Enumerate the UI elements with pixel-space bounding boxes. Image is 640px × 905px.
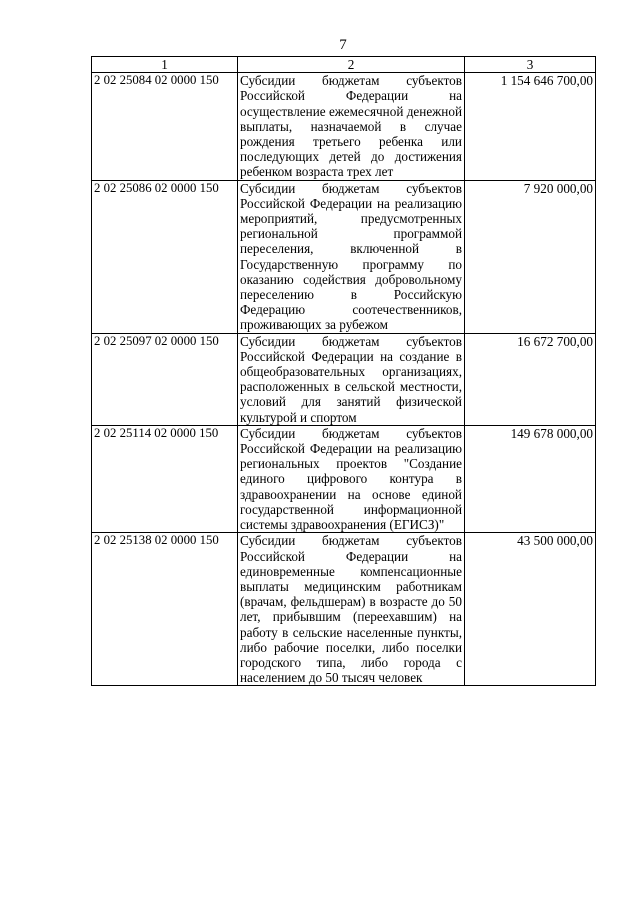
budget-code-cell: 2 02 25086 02 0000 150	[92, 180, 238, 333]
table-row	[92, 425, 596, 532]
column-header-3: 3	[465, 57, 596, 73]
page-number: 7	[339, 37, 347, 53]
table-row	[92, 333, 596, 425]
column-header-1: 1	[92, 57, 238, 73]
budget-code-cell: 2 02 25114 02 0000 150	[92, 425, 238, 532]
header-row	[92, 57, 596, 73]
budget-table	[91, 56, 596, 686]
budget-code-cell: 2 02 25097 02 0000 150	[92, 333, 238, 425]
amount-cell: 16 672 700,00	[465, 333, 596, 425]
column-header-2: 2	[238, 57, 465, 73]
amount-cell: 43 500 000,00	[465, 533, 596, 686]
table-row	[92, 180, 596, 333]
description-cell: Субсидии бюджетам субъектов Российской Федерации на единовременные компенсационные выплаты медицинским работникам (врачам, фельдшерам) в возрасте до 50 лет, прибывшим (переехавшим) на работу в сельские населенные пункты, либо рабочие поселки, либо поселки городского типа, либо города с населением до 50 тысяч человек	[238, 533, 465, 686]
amount-cell: 1 154 646 700,00	[465, 73, 596, 180]
table-row	[92, 73, 596, 180]
description-cell: Субсидии бюджетам субъектов Российской Федерации на осуществление ежемесячной денежной выплаты, назначаемой в случае рождения третьего ребенка или последующих детей до достижения ребенком возраста трех лет	[238, 73, 465, 180]
description-cell: Субсидии бюджетам субъектов Российской Федерации на реализацию мероприятий, предусмотренных региональной программой переселения, включенной в Государственную программу по оказанию содействия добровольному переселению в Российскую Федерацию соотечественников, проживающих за рубежом	[238, 180, 465, 333]
description-cell: Субсидии бюджетам субъектов Российской Федерации на создание в общеобразовательных организациях, расположенных в сельской местности, условий для занятий физической культурой и спортом	[238, 333, 465, 425]
amount-cell: 149 678 000,00	[465, 425, 596, 532]
description-cell: Субсидии бюджетам субъектов Российской Федерации на реализацию региональных проектов "Создание единого цифрового контура в здравоохранении на основе единой государственной информационной системы здравоохранения (ЕГИСЗ)"	[238, 425, 465, 532]
budget-code-cell: 2 02 25084 02 0000 150	[92, 73, 238, 180]
table-row	[92, 533, 596, 686]
budget-code-cell: 2 02 25138 02 0000 150	[92, 533, 238, 686]
amount-cell: 7 920 000,00	[465, 180, 596, 333]
